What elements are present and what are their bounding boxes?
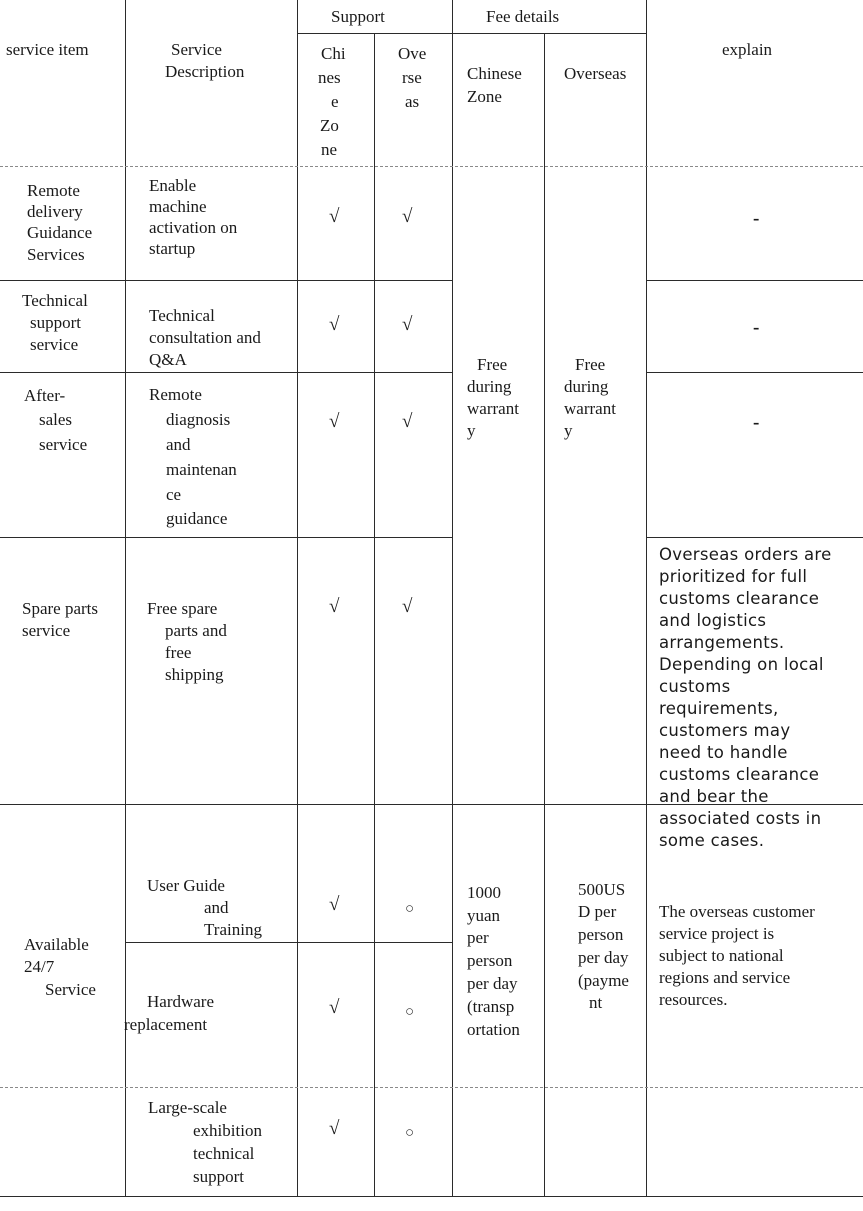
- available-explain-2: service project is: [659, 924, 775, 943]
- row3-item-3: service: [39, 435, 88, 454]
- row-divider-1: [0, 280, 452, 281]
- warranty-fee-cn-3: warrant: [467, 399, 519, 418]
- warranty-fee-os-1: Free: [575, 355, 606, 374]
- warranty-fee-cn-4: y: [467, 421, 476, 440]
- row3-desc-2: diagnosis: [166, 410, 231, 429]
- available-explain-3: subject to national: [659, 946, 784, 965]
- header-support-cn-3: e: [331, 92, 339, 111]
- available-explain-1: The overseas customer: [659, 902, 815, 921]
- header-support-cn-4: Zo: [320, 116, 339, 135]
- header-support-os-3: as: [405, 92, 420, 111]
- row4-explain-8: requirements,: [659, 699, 779, 718]
- row2-support-os-check: √: [402, 314, 413, 335]
- header-service-description-1: Service: [171, 40, 222, 59]
- row3-desc-4: maintenan: [166, 460, 237, 479]
- row2-desc-2: consultation and: [149, 328, 261, 347]
- row4-explain-12: and bear the: [659, 787, 769, 806]
- row-divider-3: [0, 537, 452, 538]
- available-fee-cn-7: ortation: [467, 1020, 520, 1039]
- row-divider-6: [0, 1087, 863, 1088]
- available-sub2-support-cn-check: √: [329, 997, 340, 1018]
- row2-support-cn-check: √: [329, 314, 340, 335]
- header-service-item: service item: [6, 40, 89, 59]
- row-divider-2: [0, 372, 452, 373]
- last-support-cn-check: √: [329, 1118, 340, 1139]
- row-divider-1b: [646, 280, 863, 281]
- row1-desc-1: Enable: [149, 176, 197, 195]
- available-fee-cn-4: person: [467, 951, 513, 970]
- available-item-2: 24/7: [24, 957, 55, 976]
- row1-desc-2: machine: [149, 197, 207, 216]
- warranty-fee-os-2: during: [564, 377, 609, 396]
- col-divider-6: [646, 0, 647, 1196]
- available-sub1-support-os-circle: ○: [405, 901, 415, 917]
- table-bottom-line: [0, 1196, 863, 1197]
- row4-explain-4: and logistics: [659, 611, 767, 630]
- row1-item-1: Remote: [27, 181, 80, 200]
- row4-explain-9: customers may: [659, 721, 791, 740]
- available-fee-os-2: D per: [578, 902, 617, 921]
- header-support: Support: [331, 7, 385, 26]
- row4-explain-7: customs: [659, 677, 731, 696]
- row4-desc-3: free: [165, 643, 192, 662]
- header-support-cn-1: Chi: [321, 44, 346, 63]
- warranty-fee-os-4: y: [564, 421, 573, 440]
- row3-item-2: sales: [39, 410, 73, 429]
- row2-desc-3: Q&A: [149, 350, 187, 369]
- available-fee-cn-3: per: [467, 928, 489, 947]
- row4-explain-14: some cases.: [659, 831, 765, 850]
- row-divider-2b: [646, 372, 863, 373]
- header-sub-divider: [297, 33, 646, 34]
- row1-item-2: delivery: [27, 202, 83, 221]
- last-support-os-circle: ○: [405, 1125, 415, 1141]
- row3-support-os-check: √: [402, 411, 413, 432]
- available-sub2-support-os-circle: ○: [405, 1004, 415, 1020]
- last-desc-1: Large-scale: [148, 1098, 227, 1117]
- row3-desc-3: and: [166, 435, 191, 454]
- available-item-1: Available: [24, 935, 89, 954]
- header-fee-cn-1: Chinese: [467, 64, 522, 83]
- warranty-fee-cn-1: Free: [477, 355, 508, 374]
- available-sub1-support-cn-check: √: [329, 894, 340, 915]
- row-divider-3b: [646, 537, 863, 538]
- row3-item-1: After-: [24, 386, 66, 405]
- last-desc-2: exhibition: [193, 1121, 262, 1140]
- row2-desc-1: Technical: [149, 306, 215, 325]
- row1-desc-4: startup: [149, 239, 196, 258]
- header-fee-cn-2: Zone: [467, 87, 502, 106]
- row4-explain-13: associated costs in: [659, 809, 822, 828]
- row1-support-cn-check: √: [329, 206, 340, 227]
- row2-item-2: support: [30, 313, 81, 332]
- available-fee-cn-1: 1000: [467, 883, 501, 902]
- available-explain-5: resources.: [659, 990, 728, 1009]
- row4-explain-2: prioritized for full: [659, 567, 808, 586]
- row4-support-cn-check: √: [329, 596, 340, 617]
- header-support-os-1: Ove: [398, 44, 427, 63]
- row3-explain: -: [753, 412, 760, 433]
- row4-explain-11: customs clearance: [659, 765, 820, 784]
- available-fee-cn-2: yuan: [467, 906, 501, 925]
- col-divider-3: [374, 33, 375, 1196]
- row4-explain-5: arrangements.: [659, 633, 785, 652]
- warranty-fee-cn-2: during: [467, 377, 512, 396]
- row2-explain: -: [753, 317, 760, 338]
- header-explain: explain: [722, 40, 773, 59]
- row4-explain-10: need to handle: [659, 743, 788, 762]
- warranty-fee-os-3: warrant: [564, 399, 616, 418]
- col-divider-4: [452, 0, 453, 1196]
- available-fee-os-3: person: [578, 925, 624, 944]
- available-sub2-desc-2: replacement: [124, 1015, 208, 1034]
- row4-support-os-check: √: [402, 596, 413, 617]
- available-fee-os-4: per day: [578, 948, 629, 967]
- header-support-cn-2: nes: [318, 68, 341, 87]
- row4-desc-4: shipping: [165, 665, 224, 684]
- col-divider-5: [544, 33, 545, 1196]
- available-explain-4: regions and service: [659, 968, 791, 987]
- available-fee-os-1: 500US: [578, 880, 626, 899]
- row-divider-5: [125, 942, 452, 943]
- row4-desc-2: parts and: [165, 621, 227, 640]
- row3-desc-6: guidance: [166, 509, 228, 528]
- available-sub1-desc-1: User Guide: [147, 876, 225, 895]
- header-service-description-2: Description: [165, 62, 245, 81]
- header-bottom-line: [0, 166, 863, 167]
- available-sub1-desc-2: and: [204, 898, 229, 917]
- last-desc-4: support: [193, 1167, 244, 1186]
- row4-item-1: Spare parts: [22, 599, 99, 618]
- row1-item-3: Guidance: [27, 223, 93, 242]
- available-fee-cn-5: per day: [467, 974, 518, 993]
- available-fee-os-5: (payme: [578, 971, 629, 990]
- available-sub2-desc-1: Hardware: [147, 992, 215, 1011]
- row3-desc-5: ce: [166, 485, 182, 504]
- available-fee-cn-6: (transp: [467, 997, 515, 1016]
- header-support-os-2: rse: [402, 68, 422, 87]
- available-sub1-desc-3: Training: [204, 920, 262, 939]
- row1-support-os-check: √: [402, 206, 413, 227]
- row4-desc-1: Free spare: [147, 599, 218, 618]
- row1-item-4: Services: [27, 245, 85, 264]
- row2-item-1: Technical: [22, 291, 88, 310]
- header-fee-details: Fee details: [486, 7, 560, 26]
- available-item-3: Service: [45, 980, 96, 999]
- row4-explain-6: Depending on local: [659, 655, 824, 674]
- row2-item-3: service: [30, 335, 79, 354]
- col-divider-2: [297, 0, 298, 1196]
- row4-explain-1: Overseas orders are: [659, 545, 832, 564]
- last-desc-3: technical: [193, 1144, 255, 1163]
- row3-support-cn-check: √: [329, 411, 340, 432]
- row3-desc-1: Remote: [149, 385, 202, 404]
- row1-explain: -: [753, 208, 760, 229]
- available-fee-os-6: nt: [589, 993, 603, 1012]
- header-support-cn-5: ne: [321, 140, 338, 159]
- row4-item-2: service: [22, 621, 71, 640]
- row1-desc-3: activation on: [149, 218, 238, 237]
- row4-explain-3: customs clearance: [659, 589, 820, 608]
- header-fee-os: Overseas: [564, 64, 627, 83]
